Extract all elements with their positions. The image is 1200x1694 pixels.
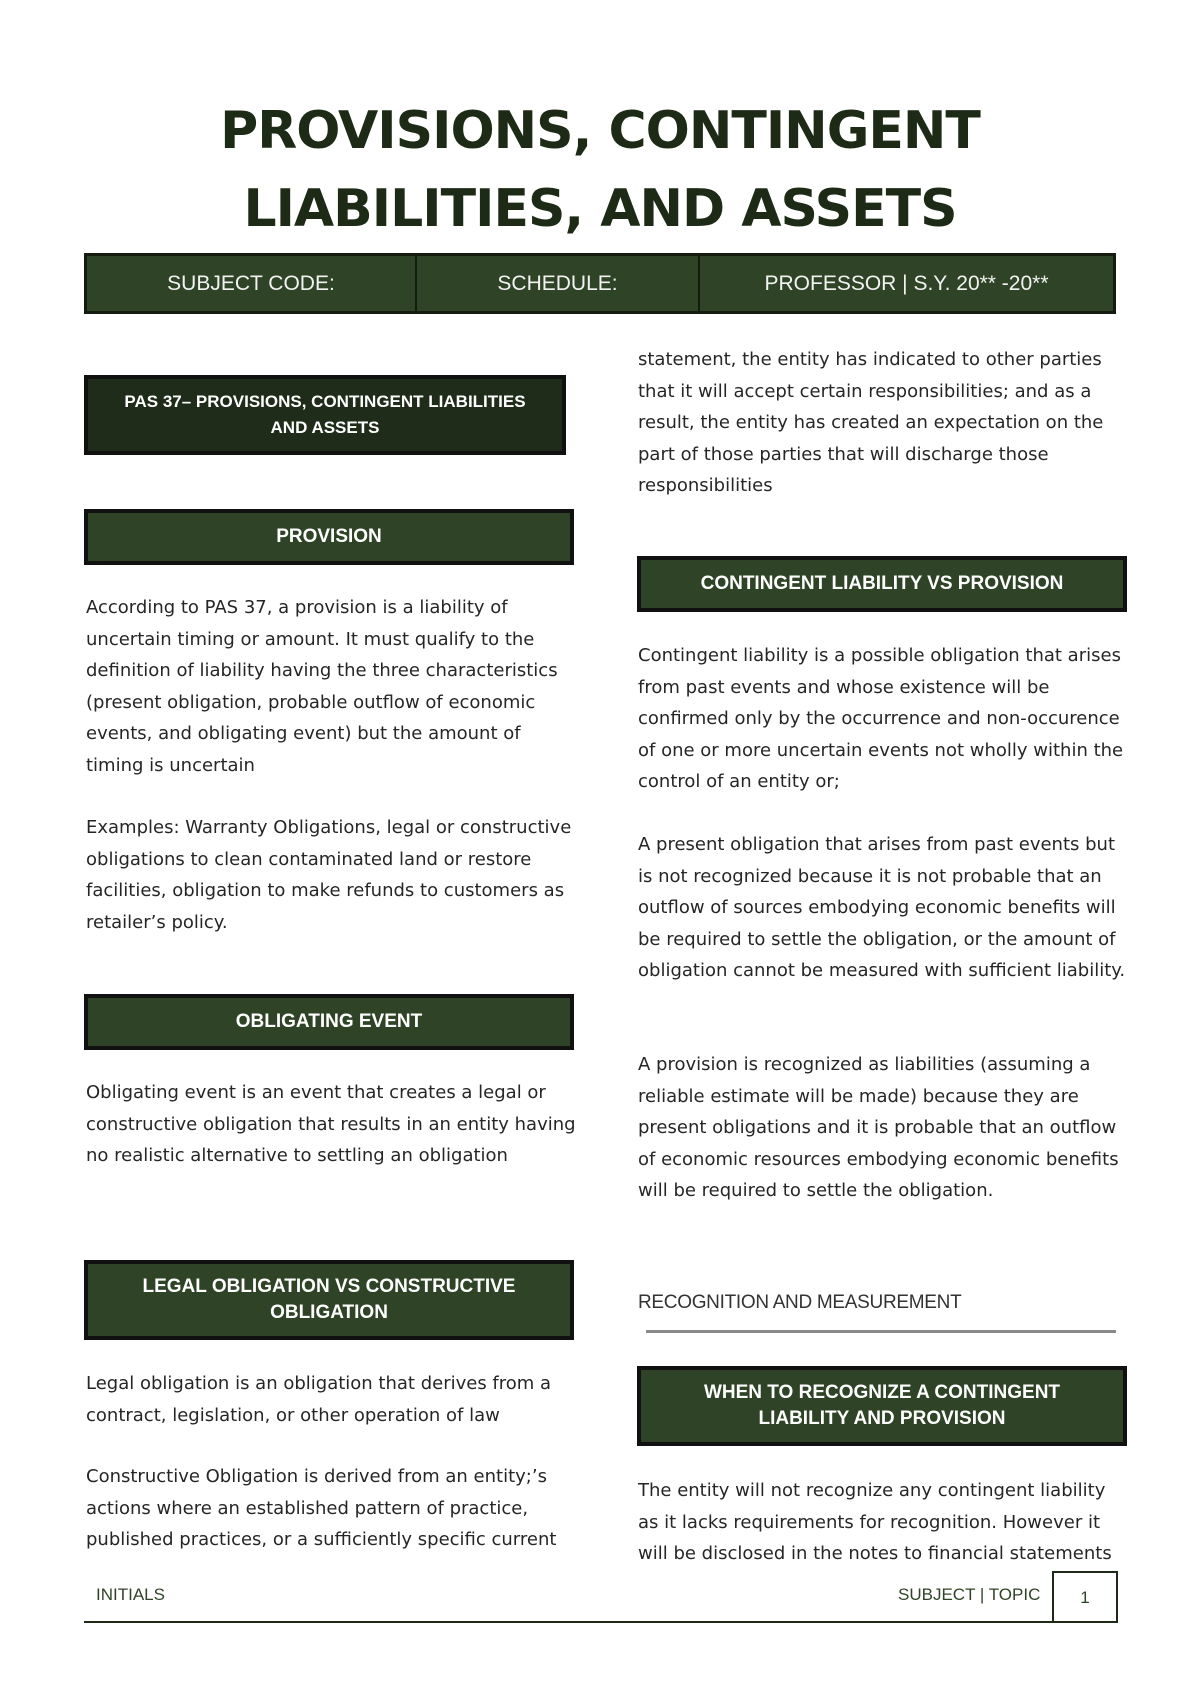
obligating-event-heading: OBLIGATING EVENT	[84, 994, 574, 1050]
legal-obligation-text: Legal obligation is an obligation that derives from a contract, legislation, or other operation of law	[86, 1373, 552, 1426]
pas37-heading: PAS 37– PROVISIONS, CONTINGENT LIABILITIES AND ASSETS	[84, 375, 566, 455]
obligating-event-text: Obligating event is an event that creates a legal or constructive obligation that results in an entity having no realistic alternative to settling an obligation	[86, 1082, 576, 1166]
footer-rule	[84, 1621, 1116, 1623]
footer-initials: INITIALS	[96, 1585, 165, 1604]
page-number: 1	[1052, 1571, 1118, 1623]
section-divider	[646, 1330, 1116, 1333]
schedule-cell: SCHEDULE:	[417, 256, 700, 311]
legal-vs-constructive-heading: LEGAL OBLIGATION VS CONSTRUCTIVE OBLIGATION	[84, 1260, 574, 1340]
present-obligation-text: A present obligation that arises from past events but is not recognized because it is not probable that an outflow of sources embodying economic benefits will be required to settle the obligation, or the amount of obligation cannot be measured with sufficient liability.	[638, 834, 1126, 981]
recognition-measurement-heading: RECOGNITION AND MEASUREMENT	[638, 1292, 962, 1313]
info-bar	[84, 253, 1116, 314]
when-to-recognize-text: The entity will not recognize any contingent liability as it lacks requirements for recognition. However it will be disclosed in the notes to financial statements	[638, 1480, 1112, 1564]
provision-definition-text: According to PAS 37, a provision is a liability of uncertain timing or amount. It must qualify to the definition of liability having the three characteristics (present obligation, probable outflow of economic events, and obligating event) but the amount of timing is uncertain	[86, 597, 558, 776]
provision-examples-text: Examples: Warranty Obligations, legal or constructive obligations to clean contaminated land or restore facilities, obligation to make refunds to customers as retailer’s policy.	[86, 817, 572, 933]
footer-subject-topic: SUBJECT | TOPIC	[898, 1585, 1041, 1604]
title-line-1: PROVISIONS, CONTINGENT	[220, 101, 980, 161]
constructive-obligation-text: Constructive Obligation is derived from an entity;’s actions where an established pattern of practice, published practices, or a sufficiently specific current	[86, 1466, 557, 1550]
subject-code-cell: SUBJECT CODE:	[87, 256, 417, 311]
when-to-recognize-heading: WHEN TO RECOGNIZE A CONTINGENT LIABILITY AND PROVISION	[637, 1366, 1127, 1446]
contingent-liability-heading: CONTINGENT LIABILITY VS PROVISION	[637, 556, 1127, 612]
provision-heading: PROVISION	[84, 509, 574, 565]
provision-recognition-text: A provision is recognized as liabilities (assuming a reliable estimate will be made) because they are present obligations and it is probable that an outflow of economic resources embodying economic benefits will be required to settle the obligation.	[638, 1054, 1119, 1201]
title-line-2: LIABILITIES, AND ASSETS	[243, 179, 957, 239]
constructive-continued-text: statement, the entity has indicated to other parties that it will accept certain responsibilities; and as a result, the entity has created an expectation on the part of those parties that will discharge those responsibilities	[638, 349, 1104, 496]
contingent-liability-text: Contingent liability is a possible obligation that arises from past events and whose existence will be confirmed only by the occurrence and non-occurence of one or more uncertain events not wholly within the control of an entity or;	[638, 645, 1124, 792]
professor-cell: PROFESSOR | S.Y. 20** -20**	[764, 271, 1049, 295]
page-title	[0, 92, 1200, 248]
